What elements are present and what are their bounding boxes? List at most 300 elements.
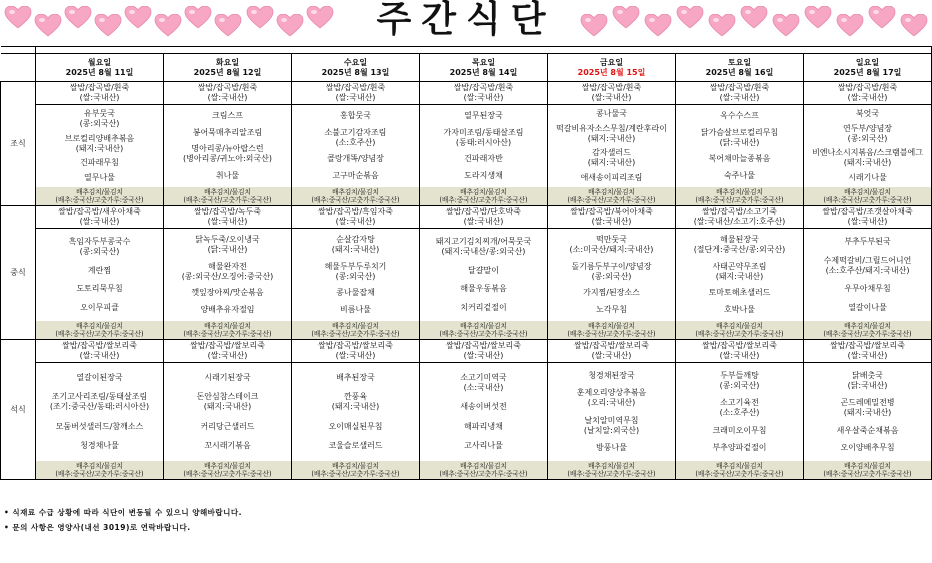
dish-text: 크림스프 (212, 111, 243, 121)
dish-item (292, 171, 419, 181)
menu-text: 쌀밥/잡곡밥/쌀보리죽 (190, 341, 265, 350)
meal-cell-content (164, 340, 291, 479)
dish-item (548, 288, 675, 298)
dish-list (804, 105, 931, 187)
dish-item (420, 266, 547, 276)
menu-text: (쌀:국내산) (591, 93, 632, 102)
day-header (164, 54, 292, 82)
dish-text: 흑임자두부콩국수 (68, 237, 131, 247)
dish-item (804, 148, 931, 168)
dish-text: 연두부/양념장 (842, 123, 893, 133)
spacer-cell (1, 47, 36, 54)
kimchi-text: 배추김치/물김치 (76, 322, 123, 330)
menu-text: (쌀:국내산) (847, 217, 888, 226)
kimchi-line (164, 321, 291, 339)
menu-text: 쌀밥/잡곡밥/흰죽 (709, 83, 770, 92)
dish-text: 토마토해초샐러드 (708, 288, 771, 298)
heart-icon (868, 6, 896, 30)
menu-text: (쌀:국내산) (207, 351, 248, 360)
dish-item (292, 305, 419, 315)
dish-item (676, 154, 803, 164)
heart-icon (124, 6, 152, 30)
dish-item (804, 237, 931, 247)
dish-text: 노각무침 (596, 304, 627, 314)
dish-text: 배추된장국 (336, 372, 375, 382)
meal-cell (164, 82, 292, 206)
heart-icon (34, 14, 62, 38)
dish-item (676, 305, 803, 315)
heart-icon (306, 6, 334, 30)
dish-item (676, 111, 803, 121)
day-name: 화요일 (215, 57, 240, 67)
spacer-cell (36, 47, 932, 54)
rice-porridge-line (804, 206, 931, 229)
dinner-row (1, 340, 932, 480)
dish-text: 열무된장국 (464, 111, 503, 121)
kimchi-text: (배추:중국산/고춧가루:중국산) (439, 470, 528, 478)
dish-list (292, 105, 419, 187)
meal-cell-content (36, 340, 163, 479)
note-item: • 식재료 수급 상황에 따라 식단이 변동될 수 있으니 양해바랍니다. (4, 508, 243, 517)
kimchi-text: (배추:중국산/고춧가루:중국산) (695, 330, 784, 338)
dish-item (164, 128, 291, 138)
dish-text: 해물우동볶음 (460, 284, 507, 294)
kimchi-line (164, 187, 291, 205)
kimchi-text: 배추김치/물김치 (332, 322, 379, 330)
dish-text: (동태:러시아산) (455, 137, 512, 147)
heart-icon (676, 6, 704, 30)
dish-item (36, 109, 163, 129)
day-header (548, 54, 676, 82)
day-header-row (1, 54, 932, 82)
dish-text: 오이매실된무침 (328, 421, 383, 431)
dish-text: 숙주나물 (724, 170, 755, 180)
dish-list (804, 229, 931, 321)
menu-text: (쌀:국내산) (719, 351, 760, 360)
dish-text: 돌기름두부구이/양념장 (571, 261, 652, 271)
heart-icon (804, 6, 832, 30)
kimchi-line (676, 461, 803, 479)
dish-item (804, 173, 931, 183)
dish-text: (오리:국내산) (587, 398, 636, 408)
day-name: 수요일 (343, 57, 368, 67)
dish-text: 떡갈비유자소스무침/계란후라이 (556, 123, 667, 133)
heart-icon (580, 14, 608, 38)
dish-item (292, 422, 419, 432)
dish-text: 수제떡갈비/그릴드어니언 (823, 255, 912, 265)
heart-icon (740, 6, 768, 30)
dish-item (420, 303, 547, 313)
rice-porridge-line (676, 340, 803, 363)
dish-text: 도토리묵무침 (76, 284, 123, 294)
dish-item (292, 235, 419, 255)
dish-text: (병아리콩/귀노아:외국산) (183, 154, 272, 164)
dish-item (164, 288, 291, 298)
kimchi-line (804, 321, 931, 339)
dish-item (36, 392, 163, 412)
dish-text: 조기고사리조림/동태살조림 (51, 392, 148, 402)
dish-text: 감자샐러드 (592, 148, 631, 158)
dish-item (548, 388, 675, 408)
menu-text: 쌀밥/잡곡밥/조갯살아채죽 (822, 207, 913, 216)
dish-item (420, 422, 547, 432)
meal-cell-content (676, 82, 803, 205)
menu-text: 쌀밥/잡곡밥/북어아채죽 (570, 207, 653, 216)
day-name: 일요일 (855, 57, 880, 67)
day-header (420, 54, 548, 82)
menu-text: (쌀:국내산) (591, 351, 632, 360)
kimchi-text: 배추김치/물김치 (204, 322, 251, 330)
meal-cell-content (36, 206, 163, 339)
dish-item (804, 109, 931, 119)
dish-item (804, 256, 931, 276)
dish-text: 봉어묵매추리알조림 (192, 127, 263, 137)
dish-text: 청경채나물 (80, 441, 119, 451)
meal-label-lunch: 중식 (1, 206, 36, 340)
meal-cell-content (548, 206, 675, 339)
menu-text: 쌀밥/잡곡밥/흰죽 (325, 83, 386, 92)
menu-text: 쌀밥/잡곡밥/쌀보리죽 (318, 341, 393, 350)
kimchi-text: (배추:중국산/고춧가루:중국산) (439, 330, 528, 338)
page-title: 주간식단 (376, 0, 556, 40)
menu-text: (쌀:국내산) (847, 351, 888, 360)
dish-item (292, 392, 419, 412)
heart-icon (214, 14, 242, 38)
dish-item (804, 371, 931, 391)
dish-item (804, 426, 931, 436)
dish-text: 해물완자전 (208, 261, 247, 271)
kimchi-line (804, 461, 931, 479)
dish-item (676, 262, 803, 282)
dish-list (420, 229, 547, 321)
dish-text: (돼지:국내산) (843, 408, 892, 418)
menu-text: 쌀밥/잡곡밥/흰죽 (69, 83, 130, 92)
kimchi-text: 배추김치/물김치 (332, 462, 379, 470)
menu-text: 쌀밥/잡곡밥/쌀보리죽 (574, 341, 649, 350)
kimchi-line (548, 187, 675, 205)
dish-item (548, 109, 675, 119)
dish-item (164, 392, 291, 412)
dish-text: 두부들깨탕 (720, 370, 759, 380)
dish-text: (돼지:국내산) (715, 271, 764, 281)
dish-text: 가자미조림/동태살조림 (443, 127, 524, 137)
kimchi-text: (배추:중국산/고춧가루:중국산) (823, 196, 912, 204)
lunch-row (1, 206, 932, 340)
dish-item (420, 111, 547, 121)
kimchi-line (36, 321, 163, 339)
heart-icon (836, 14, 864, 38)
dish-text: 곤드레메밀전병 (840, 398, 895, 408)
dish-text: (소:국내산) (463, 382, 504, 392)
dish-text: 순살감자탕 (336, 235, 375, 245)
rice-porridge-line (548, 82, 675, 105)
menu-text: (쌀:국내산) (463, 351, 504, 360)
meal-cell-content (164, 82, 291, 205)
meal-cell (676, 206, 804, 340)
dish-item (676, 443, 803, 453)
dish-text: 유부뭇국 (84, 109, 115, 119)
dish-item (548, 371, 675, 381)
dish-text: (콩:외국산) (79, 119, 120, 129)
dish-text: (돼지:국내산/콩:외국산) (441, 247, 526, 257)
dish-item (676, 398, 803, 418)
menu-text: (쌀:국내산) (719, 93, 760, 102)
dish-text: 콜랑개똑/양념장 (327, 154, 384, 164)
dish-text: 달걀말이 (468, 265, 499, 275)
day-date: 2025년 8월 15일 (577, 67, 646, 77)
dish-text: 훈제오리양상추볶음 (576, 388, 647, 398)
dish-item (36, 134, 163, 154)
dish-text: 콩나물잡채 (336, 288, 375, 298)
dish-text: 우무아채무침 (844, 284, 891, 294)
day-header (804, 54, 932, 82)
dish-text: 건파래자반 (464, 154, 503, 164)
dish-text: 깻잎장아찌/맛순볶음 (191, 288, 264, 298)
kimchi-text: (배추:중국산/고춧가루:중국산) (567, 470, 656, 478)
dish-item (676, 371, 803, 391)
kimchi-text: 배추김치/물김치 (588, 188, 635, 196)
dish-list (420, 363, 547, 461)
kimchi-text: (배추:중국산/고춧가루:중국산) (439, 196, 528, 204)
kimchi-text: (배추:중국산/고춧가루:중국산) (55, 330, 144, 338)
heart-icon (246, 6, 274, 30)
meal-cell (804, 82, 932, 206)
dish-item (292, 128, 419, 148)
meal-cell-content (676, 206, 803, 339)
kimchi-line (36, 187, 163, 205)
dish-text: 비름나물 (340, 304, 371, 314)
kimchi-text: (배추:중국산/고춧가루:중국산) (695, 470, 784, 478)
dish-text: 돼지고기김치찌개/어묵뭇국 (435, 237, 532, 247)
heart-icon (184, 6, 212, 30)
meal-cell (420, 206, 548, 340)
dish-item (804, 443, 931, 453)
kimchi-line (676, 187, 803, 205)
dish-text: 애새송이피리조림 (580, 172, 643, 182)
kimchi-line (804, 187, 931, 205)
page-header (0, 0, 932, 46)
dish-text: 새우살죽순채볶음 (836, 425, 899, 435)
dish-text: 청경채된장국 (588, 370, 635, 380)
kimchi-text: (배추:중국산/고춧가루:중국산) (183, 330, 272, 338)
meal-cell (164, 206, 292, 340)
kimchi-text: (배추:중국산/고춧가루:중국산) (55, 196, 144, 204)
dish-list (36, 105, 163, 187)
dish-item (804, 398, 931, 418)
rice-porridge-line (164, 206, 291, 229)
kimchi-text: 배추김치/물김치 (204, 188, 251, 196)
dish-item (36, 237, 163, 257)
meal-cell (548, 82, 676, 206)
kimchi-text: 배추김치/물김치 (588, 462, 635, 470)
kimchi-text: (배추:중국산/고춧가루:중국산) (55, 470, 144, 478)
meal-cell-content (548, 340, 675, 479)
kimchi-line (36, 461, 163, 479)
dish-item (164, 111, 291, 121)
dish-text: 사태곤약무조림 (712, 261, 767, 271)
dish-text: (돼지:국내산) (75, 143, 124, 153)
dish-item (420, 128, 547, 148)
dish-text: (콩:외국산) (591, 271, 632, 281)
dish-list (36, 363, 163, 461)
dish-text: 소고기육전 (720, 398, 759, 408)
day-date: 2025년 8월 16일 (705, 67, 774, 77)
rice-porridge-line (804, 340, 931, 363)
heart-icon (772, 14, 800, 38)
dish-text: (닭:국내산) (719, 137, 760, 147)
dish-item (420, 237, 547, 257)
note-item: • 문의 사항은 영양사(내선 3019)로 연락바랍니다. (4, 523, 191, 532)
kimchi-line (292, 461, 419, 479)
dish-list (676, 105, 803, 187)
dish-text: 소불고기감자조림 (324, 127, 387, 137)
meal-label-dinner: 석식 (1, 340, 36, 480)
menu-text: 쌀밥/잡곡밥/흰죽 (837, 83, 898, 92)
dish-item (164, 422, 291, 432)
dish-list (164, 363, 291, 461)
dish-text: (돼지:국내산) (331, 402, 380, 412)
dish-item (676, 235, 803, 255)
meal-cell-content (164, 206, 291, 339)
day-date: 2025년 8월 12일 (193, 67, 262, 77)
dish-list (804, 363, 931, 461)
menu-text: 쌀밥/잡곡밥/흰죽 (197, 83, 258, 92)
dish-text: 치커리겉절이 (460, 302, 507, 312)
menu-text: (쌀:국내산) (79, 93, 120, 102)
dish-text: 떡만둣국 (596, 235, 627, 245)
dish-item (292, 441, 419, 451)
dish-item (548, 305, 675, 315)
kimchi-line (420, 461, 547, 479)
kimchi-line (548, 461, 675, 479)
menu-text: (쌀:국내산) (591, 217, 632, 226)
kimchi-text: 배추김치/물김치 (460, 188, 507, 196)
dish-text: 부추양파겉절이 (712, 443, 767, 453)
menu-text: 쌀밥/잡곡밥/새우아채죽 (58, 207, 141, 216)
dish-text: 열갈이나물 (848, 302, 887, 312)
dish-item (292, 373, 419, 383)
menu-text: 쌀밥/잡곡밥/흰죽 (453, 83, 514, 92)
day-name: 월요일 (87, 57, 112, 67)
menu-text: 쌀밥/잡곡밥/흑임자죽 (318, 207, 393, 216)
dish-item (676, 426, 803, 436)
dish-list (36, 229, 163, 321)
menu-text: 쌀밥/잡곡밥/녹두죽 (193, 207, 262, 216)
weekly-menu-table (0, 46, 932, 480)
meal-cell-content (292, 82, 419, 205)
dish-item (292, 262, 419, 282)
dish-text: (돼지:국내산) (587, 158, 636, 168)
kimchi-text: 배추김치/물김치 (204, 462, 251, 470)
dish-item (36, 422, 163, 432)
kimchi-text: 배추김치/물김치 (460, 322, 507, 330)
heart-icon (708, 14, 736, 38)
kimchi-text: 배추김치/물김치 (716, 322, 763, 330)
dish-item (292, 154, 419, 164)
day-name: 토요일 (727, 57, 752, 67)
meal-cell-content (420, 82, 547, 205)
dish-text: 닭가슴살브로컬리무침 (700, 127, 779, 137)
meal-cell (292, 340, 420, 480)
day-header (292, 54, 420, 82)
menu-text: 쌀밥/잡곡밥/쌀보리죽 (702, 341, 777, 350)
kimchi-text: 배추김치/물김치 (844, 188, 891, 196)
menu-text: 쌀밥/잡곡밥/단호박죽 (446, 207, 521, 216)
dish-text: (소:호주산) (335, 137, 376, 147)
dish-text: (콩:외국산) (719, 380, 760, 390)
dish-list (676, 363, 803, 461)
dish-text: 꼬시래기볶음 (204, 441, 251, 451)
heart-icon (94, 14, 122, 38)
kimchi-text: 배추김치/물김치 (588, 322, 635, 330)
menu-text: (쌀:국내산) (847, 93, 888, 102)
dish-text: 새송이버섯전 (460, 402, 507, 412)
dish-text: (닭:국내산) (207, 245, 248, 255)
dish-item (164, 171, 291, 181)
dish-item (36, 373, 163, 383)
dish-text: 해물된장국 (720, 235, 759, 245)
dish-text: 열갈이된장국 (76, 372, 123, 382)
dish-text: 닭배춧국 (852, 370, 883, 380)
dish-item (164, 235, 291, 255)
dish-item (676, 171, 803, 181)
dish-item (548, 173, 675, 183)
rice-porridge-line (548, 340, 675, 363)
meal-cell-content (676, 340, 803, 479)
dish-text: (돼지:국내산) (203, 402, 252, 412)
note-text: 식재료 수급 상황에 따라 식단이 변동될 수 있으니 양해바랍니다. (12, 508, 243, 517)
meal-cell-content (804, 206, 931, 339)
kimchi-text: (배추:중국산/고춧가루:중국산) (695, 196, 784, 204)
heart-icon (900, 14, 928, 38)
menu-text: (쌀:국내산) (79, 217, 120, 226)
dish-item (420, 441, 547, 451)
rice-porridge-line (36, 82, 163, 105)
notes (4, 505, 242, 535)
dish-text: 고구마순볶음 (332, 170, 379, 180)
dish-text: 부추두부된국 (844, 237, 891, 247)
menu-text: (쌀:국내산) (335, 217, 376, 226)
day-name: 금요일 (599, 57, 624, 67)
rice-porridge-line (548, 206, 675, 229)
kimchi-text: 배추김치/물김치 (716, 188, 763, 196)
meal-cell (36, 82, 164, 206)
dish-text: 닭녹두죽/오이냉국 (195, 235, 260, 245)
dish-text: (소:호주산/돼지:국내산) (825, 265, 910, 275)
dish-item (36, 158, 163, 168)
day-name: 목요일 (471, 57, 496, 67)
kimchi-line (164, 461, 291, 479)
menu-text: (쌀:국내산) (463, 217, 504, 226)
dish-text: 고사리나물 (464, 441, 503, 451)
dish-item (36, 303, 163, 313)
day-header (676, 54, 804, 82)
dish-list (548, 363, 675, 461)
dish-text: 명아리콩/뉴아랍스런 (191, 144, 264, 154)
dish-text: 열무나물 (84, 172, 115, 182)
meal-cell (420, 340, 548, 480)
menu-text: 쌀밥/잡곡밥/흰죽 (581, 83, 642, 92)
dish-text: 코울슬로샐러드 (328, 441, 383, 451)
dish-text: (조기:중국산/동태:러시아산) (49, 402, 150, 412)
day-date: 2025년 8월 13일 (321, 67, 390, 77)
dish-text: 해물두부두루치기 (324, 261, 387, 271)
rice-porridge-line (804, 82, 931, 105)
dish-item (36, 284, 163, 294)
dish-item (676, 128, 803, 148)
kimchi-line (676, 321, 803, 339)
dish-text: (닭:국내산) (847, 380, 888, 390)
